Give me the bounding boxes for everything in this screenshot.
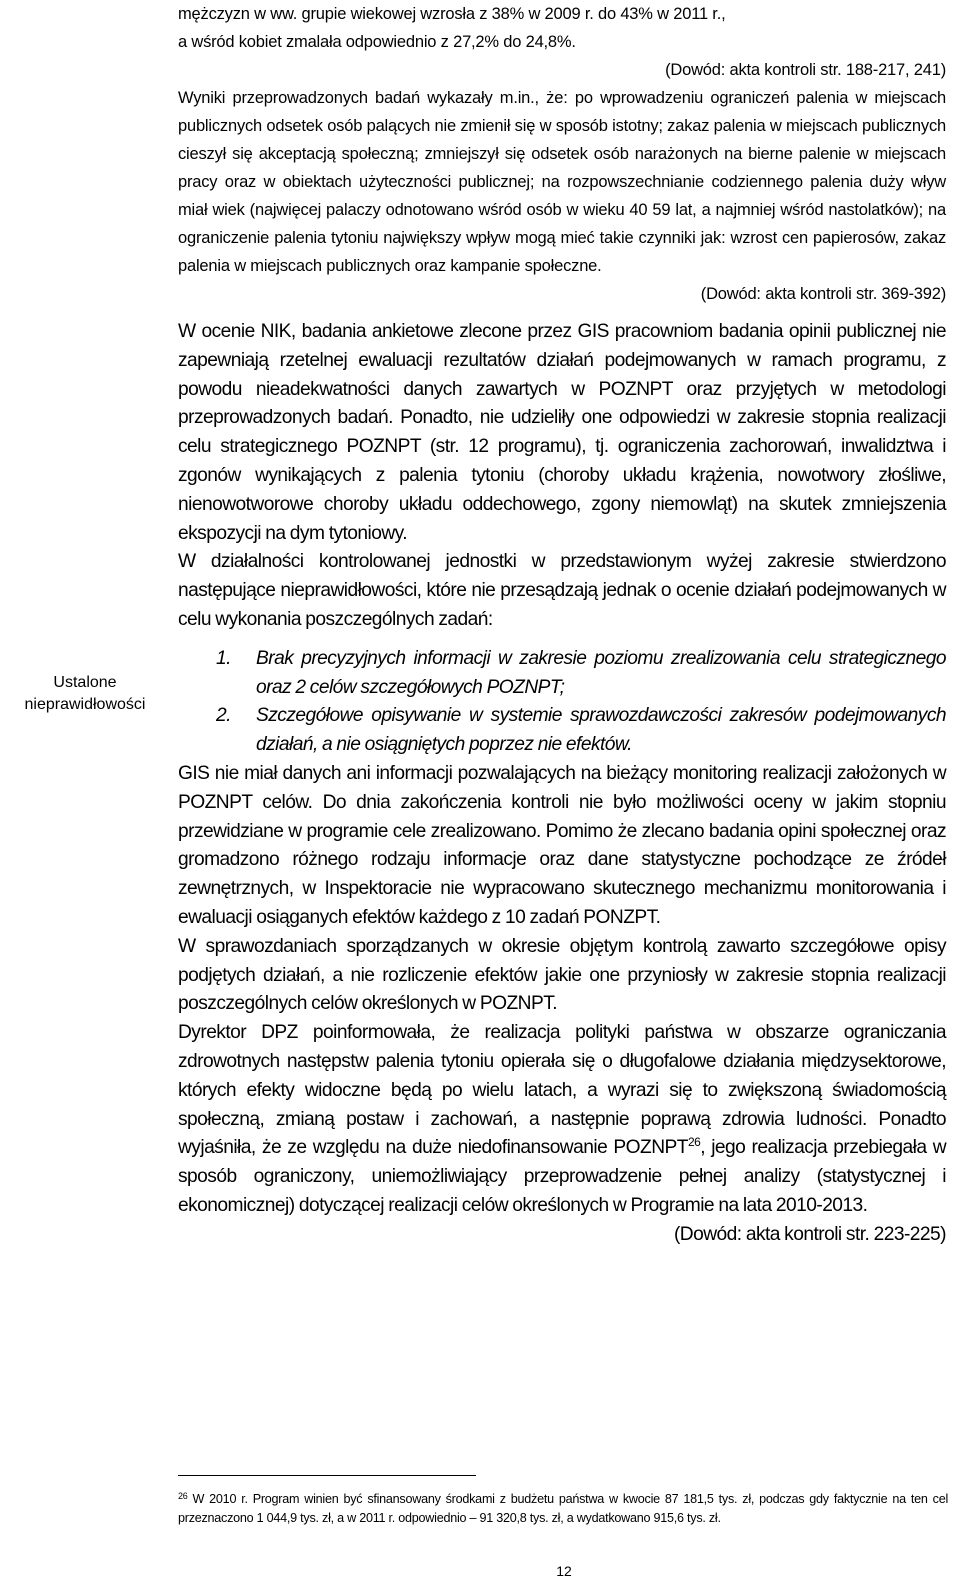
margin-label-line1: Ustalone bbox=[53, 674, 117, 691]
paragraph-reports: W sprawozdaniach sporządzanych w okresie objętym kontrolą zawarto szczegółowe opisy podjętych działań, a nie rozliczenie efektów jakie one przyniosły w zakresie stopnia realizacji poszczególnych celów określonych w POZNPT. bbox=[178, 935, 946, 1015]
footnote-text: W 2010 r. Program winien być sfinansowany środkami z budżetu państwa w kwocie 87 181,5 tys. zł, podczas gdy faktycznie na ten cel przeznaczono 1 044,9 tys. zł, a w 2011 r. odpowiednio – 91 320,8 tys. zł, a wydatkowano 915,6 tys. zł. bbox=[178, 1492, 948, 1525]
director-text-part2: , jego realizacja przebiegała w sposób ograniczony, uniemożliwiający przeprowadzenie pełnej analizy (statystycznej i ekonomicznej) dotyczącej realizacji celów określonych w Programie na lata 2010-2013. bbox=[178, 1137, 946, 1216]
irregularities-list bbox=[178, 645, 946, 760]
top-line-1: mężczyzn w ww. grupie wiekowej wzrosła z 38% w 2009 r. do 43% w 2011 r., bbox=[178, 5, 726, 23]
main-text bbox=[178, 0, 946, 1250]
paragraph-irregularities-intro: W działalności kontrolowanej jednostki w przedstawionym wyżej zakresie stwierdzono następujące nieprawidłowości, które nie przesądzają jednak o ocenie działań podejmowanych w celu wykonania poszczególnych zadań: bbox=[178, 551, 946, 630]
list-item-number: 2. bbox=[216, 705, 231, 727]
list-item-text: Brak precyzyjnych informacji w zakresie poziomu zrealizowania celu strategicznego oraz 2 celów szczegółowych POZNPT; bbox=[256, 647, 946, 698]
spacer bbox=[178, 635, 946, 645]
footnote-reference: 26 bbox=[687, 1135, 701, 1150]
paragraph-gis-no-data: GIS nie miał danych ani informacji pozwalających na bieżący monitoring realizacji założonych w POZNPT celów. Do dnia zakończenia kontroli nie było możliwości oceny w jakim stopniu przewidziane w programie cele zrealizowano. Pomimo że zlecano badania opini społecznej oraz gromadzono różnego rodzaju informacje oraz dane statystyczne pochodzące ze źródeł zewnętrznych, w Inspektoracie nie wypracowano skutecznego mechanizmu monitorowania i ewaluacji osiąganych efektów każdego z 10 zadań PONZPT. bbox=[178, 762, 946, 928]
footnote bbox=[178, 1487, 948, 1528]
list-item bbox=[178, 702, 946, 760]
paragraph-nik-opinion: W ocenie NIK, badania ankietowe zlecone przez GIS pracowniom badania opinii publicznej nie zapewniają rzetelnej ewaluacji rezultatów działań podejmowanych w ramach programu, z powodu nieadekwatności danych zawartych w POZNPT oraz przyjętych w metodologi przeprowadzonych badań. Ponadto, nie udzieliły one odpowiedzi w zakresie stopnia realizacji celu strategicznego POZNPT (str. 12 programu), tj. ograniczenia zachorowań, inwalidztwa i zgonów wynikających z palenia tytoniu (choroby układu krążenia, nowotwory złośliwe, nienowotworowe choroby układu oddechowego, zgony niemowląt) na skutek zmniejszenia ekspozycji na dym tytoniowy. bbox=[178, 321, 946, 544]
evidence-reference-1: (Dowód: akta kontroli str. 188-217, 241) bbox=[665, 61, 946, 79]
top-line-2: a wśród kobiet zmalała odpowiednio z 27,2% do 24,8%. bbox=[178, 33, 576, 51]
margin-label-line2: nieprawidłowości bbox=[24, 696, 146, 713]
paragraph-survey-results: Wyniki przeprowadzonych badań wykazały m.in., że: po wprowadzeniu ograniczeń palenia w miejscach publicznych odsetek osób palących nie zmienił się w sposób istotny; zakaz palenia w miejscach publicznych cieszył się akceptacją społeczną; zmniejszył się odsetek osób narażonych na bierne palenie w miejscach pracy oraz w obiektach użyteczności publicznej; na rozpowszechnianie codziennego palenia duży wływ miał wiek (najwięcej palaczy odnotowano wśród osób w wieku 40 59 lat, a najmniej wśród nastolatków); na ograniczenie palenia tytoniu największy wpływ mogą mieć takie czynniki jak: wzrost cen papierosów, zakaz palenia w miejscach publicznych oraz kampanie społeczne. bbox=[178, 89, 946, 275]
footnote-number: 26 bbox=[178, 1491, 188, 1501]
list-item bbox=[178, 645, 946, 703]
list-item-number: 1. bbox=[216, 647, 231, 669]
page-number: 12 bbox=[556, 1563, 572, 1579]
director-text-part1: Dyrektor DPZ poinformowała, że realizacja polityki państwa w obszarze ograniczania zdrowotnych następstw palenia tytoniu opierała się o długofalowe działania międzysektorowe, których efekty widoczne będą po wielu latach, a wyrazi się to zwiększoną świadomością społeczną, zmianą postaw i zachowań, a następnie poprawą zdrowia ludności. Ponadto wyjaśniła, że ze względu na duże niedofinansowanie POZNPT bbox=[178, 1022, 946, 1159]
evidence-reference-3: (Dowód: akta kontroli str. 223-225) bbox=[673, 1223, 946, 1245]
paragraph-director-explanation bbox=[178, 1019, 946, 1221]
margin-label-irregularities bbox=[0, 672, 170, 716]
evidence-reference-2: (Dowód: akta kontroli str. 369-392) bbox=[700, 285, 946, 303]
spacer bbox=[178, 308, 946, 318]
footnote-separator bbox=[178, 1475, 476, 1476]
list-item-text: Szczegółowe opisywanie w systemie sprawozdawczości zakresów podejmowanych działań, a nie osiągniętych poprzez nie efektów. bbox=[256, 705, 946, 756]
